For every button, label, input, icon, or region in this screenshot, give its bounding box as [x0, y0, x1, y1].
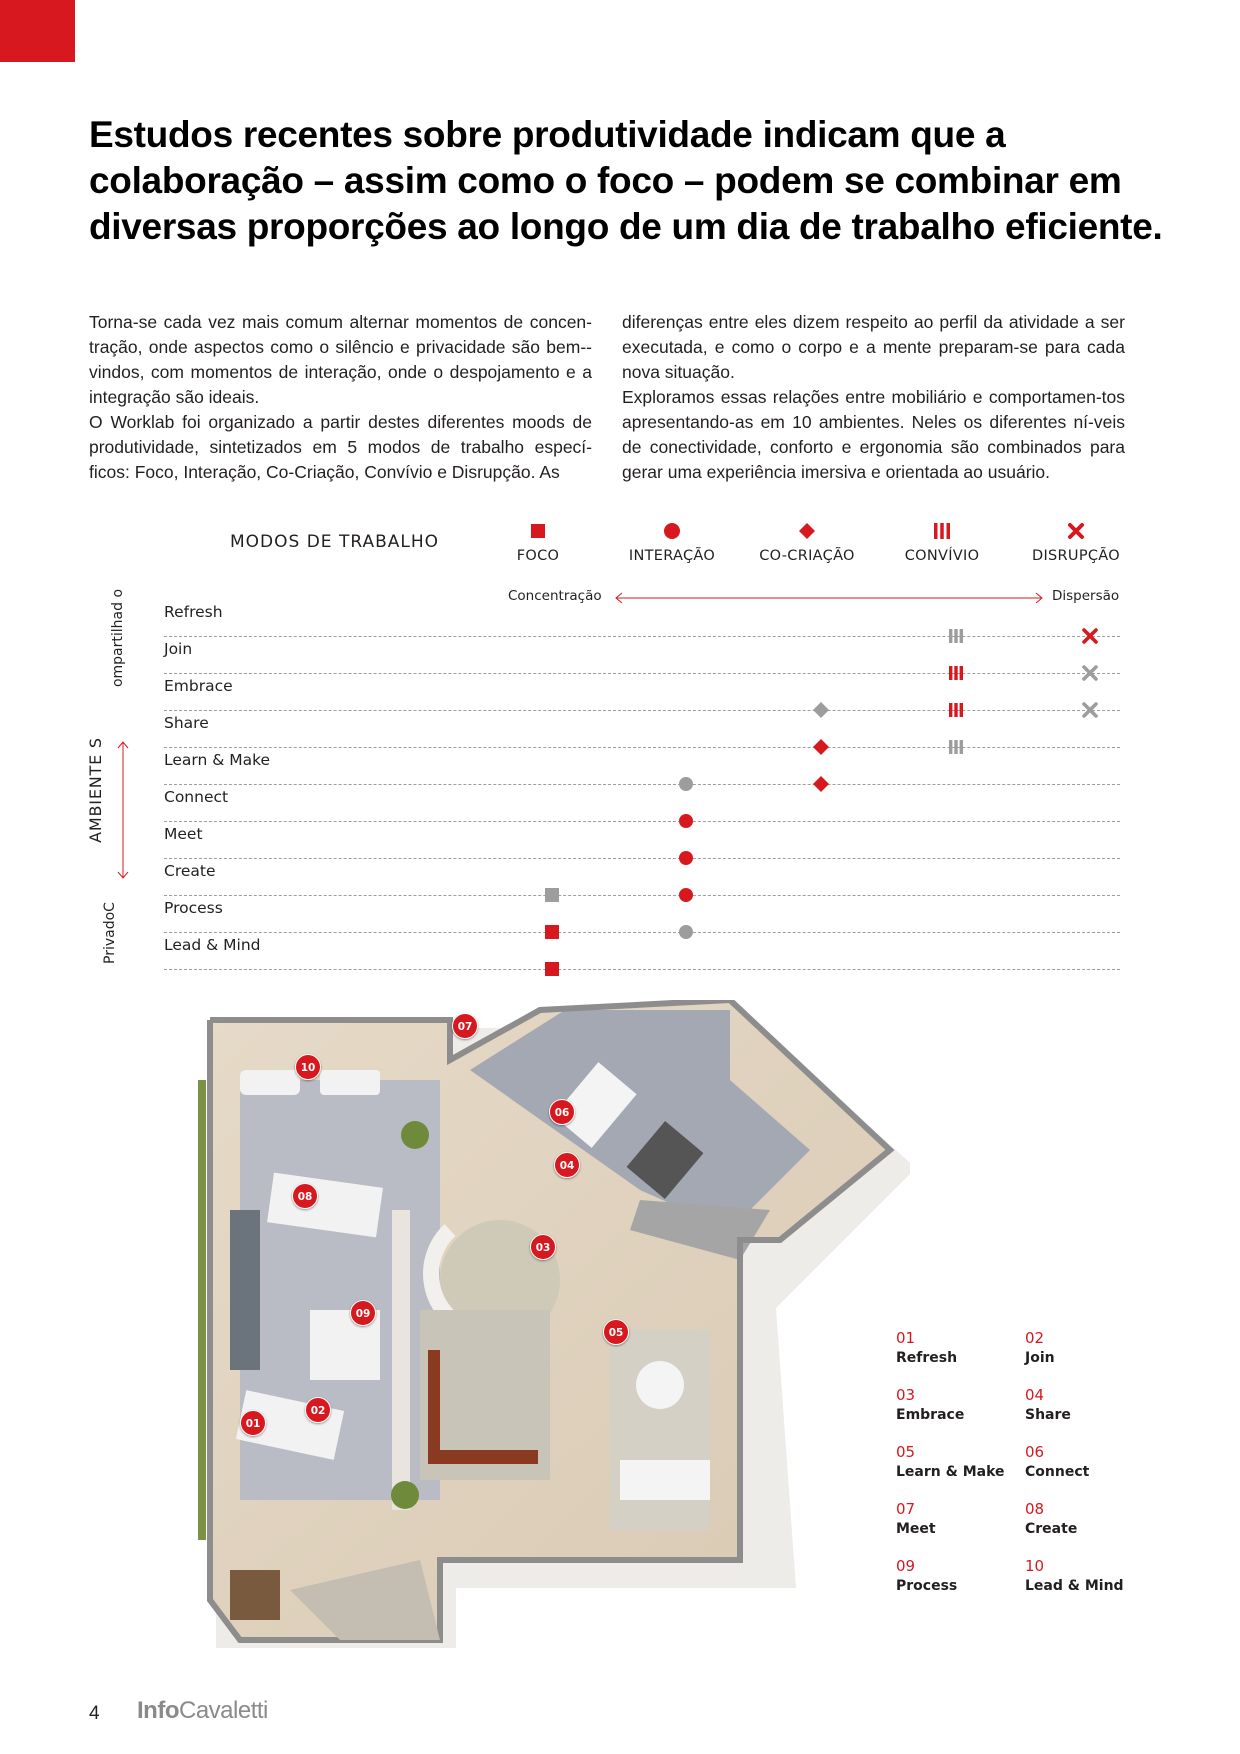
legend-number: 09 [896, 1557, 916, 1575]
chart-marker-square-icon [542, 959, 562, 979]
x-icon [1065, 520, 1087, 542]
legend-name: Embrace [896, 1407, 965, 1423]
circle-icon [661, 520, 683, 542]
side-label-environments: AMBIENTE S [86, 737, 105, 843]
floorplan-badge-06: 06 [549, 1099, 575, 1125]
brand-logo [137, 1697, 268, 1725]
mode-foco [468, 520, 608, 564]
mode-interacao [602, 520, 742, 564]
mode-label: CONVÍVIO [904, 548, 980, 564]
mode-cocriacao [737, 520, 877, 564]
body-paragraph: diferenças entre eles dizem respeito ao perfil da atividade a ser executada, e como o corpo e a mente preparam-se para cada nova situação. [622, 312, 1125, 382]
body-paragraph: Torna-se cada vez mais comum alternar momentos de concen-tração, onde aspectos como o silêncio e privacidade são bem--vindos, com momentos de interação, onde o despojamento e a integração são ideais. [89, 312, 592, 407]
diamond-icon [796, 520, 818, 542]
legend-item [1025, 1499, 1145, 1539]
brand-bold: Info [137, 1697, 179, 1724]
floorplan-badge-02: 02 [305, 1397, 331, 1423]
legend-item [1025, 1556, 1145, 1596]
legend-number: 08 [1025, 1500, 1045, 1518]
chart-row [164, 637, 1120, 674]
legend-name: Learn & Make [896, 1464, 1005, 1480]
square-icon [527, 520, 549, 542]
chart-row-label: Share [164, 714, 209, 732]
corner-accent-block [0, 0, 75, 62]
floorplan-badge-03: 03 [530, 1234, 556, 1260]
chart-title: MODOS DE TRABALHO [230, 532, 440, 552]
chart-row-label: Create [164, 862, 216, 880]
headline-line: diversas proporções ao longo de um dia de trabalho eficiente. [89, 206, 1163, 247]
mode-label: CO-CRIAÇÃO [759, 548, 855, 564]
body-paragraph: Exploramos essas relações entre mobiliário e comportamen-tos apresentando-as em 10 ambientes. Neles os diferentes ní-veis de conectividade, conforto e ergonomia são combinados para gerar uma experiência imersiva e orientada ao usuário. [622, 387, 1125, 482]
legend-name: Create [1025, 1521, 1078, 1537]
chart-row [164, 674, 1120, 711]
legend-item [896, 1328, 1016, 1368]
chart-row [164, 785, 1120, 822]
headline-line: colaboração – assim como o foco – podem se combinar em [89, 160, 1122, 201]
brand-regular: Cavaletti [178, 1697, 268, 1724]
side-label-private: PrivadoC [102, 902, 118, 964]
legend-number: 01 [896, 1329, 916, 1347]
body-column-right [622, 310, 1125, 485]
legend-name: Process [896, 1578, 958, 1594]
axis-label-dispersion: Dispersão [1052, 588, 1120, 604]
chart-row-label: Learn & Make [164, 751, 271, 769]
legend-number: 02 [1025, 1329, 1045, 1347]
chart-row-label: Join [164, 640, 193, 658]
mode-label: INTERAÇÃO [628, 548, 716, 564]
chart-row [164, 748, 1120, 785]
chart-row-label: Process [164, 899, 223, 917]
legend-item [896, 1442, 1016, 1482]
legend-number: 03 [896, 1386, 916, 1404]
headline-line: Estudos recentes sobre produtividade indicam que a [89, 114, 1006, 155]
axis-label-concentration: Concentração [508, 588, 602, 604]
page-number: 4 [89, 1703, 100, 1724]
floorplan-badge-04: 04 [554, 1152, 580, 1178]
chart-row [164, 822, 1120, 859]
legend-number: 07 [896, 1500, 916, 1518]
chart-row-label: Refresh [164, 603, 223, 621]
chart-row-label: Embrace [164, 677, 233, 695]
chart-row [164, 711, 1120, 748]
legend-number: 04 [1025, 1386, 1045, 1404]
body-column-left [89, 310, 592, 485]
legend-item [1025, 1328, 1145, 1368]
environment-rows [164, 600, 1120, 970]
mode-disrupcao [1006, 520, 1146, 564]
legend-name: Refresh [896, 1350, 958, 1366]
chart-row [164, 933, 1120, 970]
chart-row [164, 859, 1120, 896]
mode-label: DISRUPÇÃO [1032, 548, 1120, 564]
floorplan-badge-09: 09 [350, 1300, 376, 1326]
floorplan-badge-08: 08 [292, 1183, 318, 1209]
legend-number: 06 [1025, 1443, 1045, 1461]
work-modes-chart [0, 500, 1240, 980]
page-headline [89, 112, 1169, 250]
legend-item [896, 1556, 1016, 1596]
legend-name: Share [1025, 1407, 1071, 1423]
chart-row [164, 896, 1120, 933]
legend-name: Meet [896, 1521, 936, 1537]
legend-name: Connect [1025, 1464, 1090, 1480]
floorplan-badge-07: 07 [452, 1013, 478, 1039]
chart-row-label: Connect [164, 788, 229, 806]
legend-item [896, 1499, 1016, 1539]
floor-plan-illustration [170, 1000, 910, 1660]
floorplan-badge-01: 01 [240, 1410, 266, 1436]
bars-icon [931, 520, 953, 542]
legend-item [1025, 1442, 1145, 1482]
chart-row-label: Lead & Mind [164, 936, 261, 954]
mode-convivio [872, 520, 1012, 564]
legend-item [1025, 1385, 1145, 1425]
floorplan-badge-05: 05 [603, 1319, 629, 1345]
chart-row [164, 600, 1120, 637]
body-paragraph: O Worklab foi organizado a partir destes diferentes moods de produtividade, sintetizados em 5 modos de trabalho especí-ficos: Foco, Interação, Co-Criação, Convívio e Disrupção. As [89, 412, 592, 482]
side-label-shared: ompartilhad o [110, 588, 126, 688]
floorplan-badge-10: 10 [295, 1054, 321, 1080]
legend-name: Join [1025, 1350, 1055, 1366]
legend-name: Lead & Mind [1025, 1578, 1124, 1594]
chart-row-label: Meet [164, 825, 203, 843]
legend-item [896, 1385, 1016, 1425]
legend-number: 10 [1025, 1557, 1045, 1575]
mode-label: FOCO [516, 548, 560, 564]
legend-number: 05 [896, 1443, 916, 1461]
